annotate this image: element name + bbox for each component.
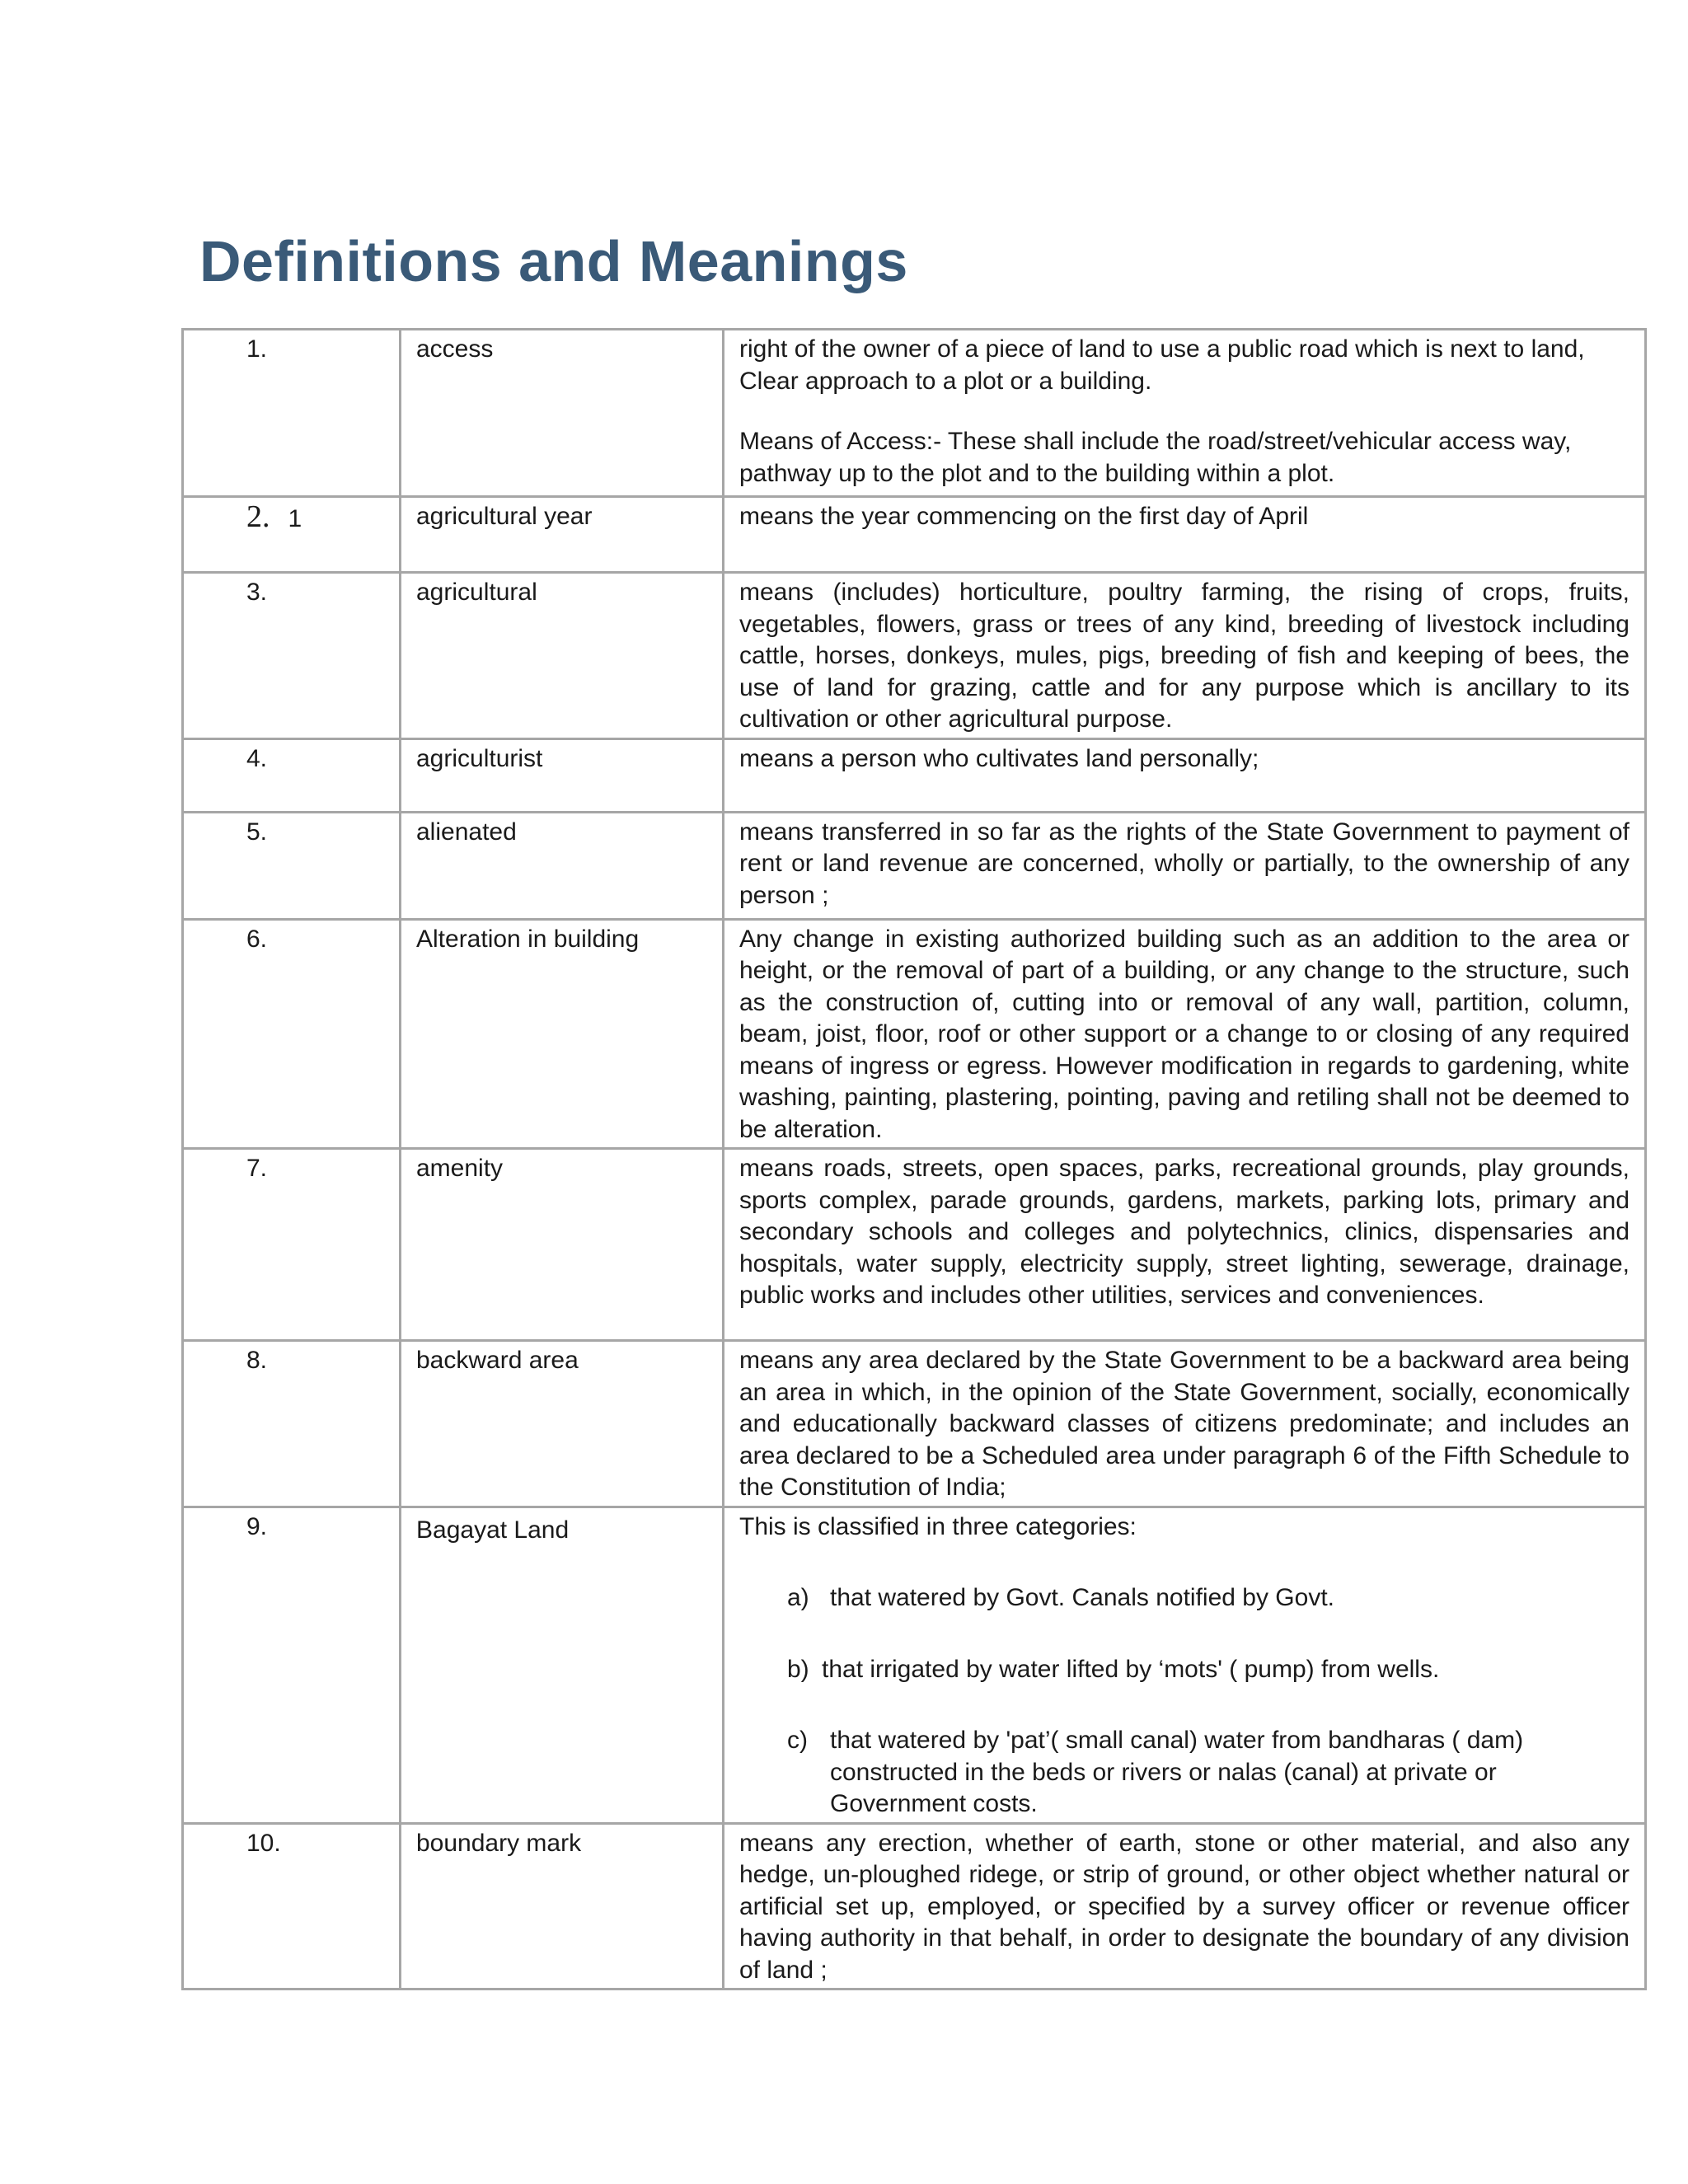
row-definition: means the year commencing on the first day of April <box>724 497 1646 573</box>
list-marker: a) <box>787 1584 809 1611</box>
row-definition: means any erection, whether of earth, stone or other material, and also any hedge, un-ploughed ridege, or strip of ground, or other object whether natural or artificial set up, employed, or specified by a survey officer or revenue officer having authority in that behalf, in order to designate the boundary of any division of land ; <box>724 1823 1646 1990</box>
list-item <box>739 1725 1629 1821</box>
list-marker: b) <box>787 1655 809 1683</box>
row-definition: Any change in existing authorized building such as an addition to the area or height, or the removal of part of a building, or any change to the structure, such as the construction of, cutting into or removal of any wall, partition, column, beam, joist, floor, roof or other support or a change to or closing of any required means of ingress or egress. However modification in regards to gardening, white washing, painting, plastering, pointing, paving and retiling shall not be deemed to be alteration. <box>724 919 1646 1149</box>
row-term: agriculturist <box>401 738 724 812</box>
row-term: Bagayat Land <box>401 1507 724 1823</box>
row-number: 10. <box>183 1823 401 1990</box>
table-row <box>183 1341 1646 1507</box>
row-number: 3. <box>183 573 401 739</box>
definition-paragraph: right of the owner of a piece of land to use a public road which is next to land, Clear approach to a plot or a building. <box>739 335 1585 395</box>
row-term: agricultural year <box>401 497 724 573</box>
row-number: 5. <box>183 812 401 919</box>
table-row <box>183 738 1646 812</box>
row-number: 6. <box>183 919 401 1149</box>
row-definition <box>724 330 1646 497</box>
table-row <box>183 573 1646 739</box>
row-number: 4. <box>183 738 401 812</box>
table-row <box>183 330 1646 497</box>
definitions-table <box>181 328 1647 1990</box>
row-definition: means any area declared by the State Government to be a backward area being an area in which, in the opinion of the State Government, socially, economically and educationally backward classes of citizens predominate; and includes an area declared to be a Scheduled area under paragraph 6 of the Fifth Schedule to the Constitution of India; <box>724 1341 1646 1507</box>
row-term: Alteration in building <box>401 919 724 1149</box>
table-row <box>183 497 1646 573</box>
list-item-text: that watered by 'pat’( small canal) water from bandharas ( dam) constructed in the beds or rivers or nalas (canal) at private or Government costs. <box>830 1727 1524 1817</box>
row-term: backward area <box>401 1341 724 1507</box>
list-item <box>739 1654 1629 1686</box>
row-term: access <box>401 330 724 497</box>
row-term: alienated <box>401 812 724 919</box>
table-row <box>183 1823 1646 1990</box>
list-item-text: that watered by Govt. Canals notified by Govt. <box>830 1584 1334 1611</box>
table-row <box>183 919 1646 1149</box>
definition-intro: This is classified in three categories: <box>739 1512 1137 1540</box>
list-item-text: that irrigated by water lifted by ‘mots' ( pump) from wells. <box>822 1655 1440 1683</box>
row-term: amenity <box>401 1149 724 1341</box>
table-row <box>183 1149 1646 1341</box>
row-number-sub: 1 <box>288 505 302 532</box>
row-definition: means roads, streets, open spaces, parks, recreational grounds, play grounds, sports complex, parade grounds, gardens, markets, parking lots, primary and secondary schools and colleges and polytechnics, clinics, dispensaries and hospitals, water supply, electricity supply, street lighting, sewerage, drainage, public works and includes other utilities, services and conveniences. <box>724 1149 1646 1341</box>
row-number <box>183 497 401 573</box>
table-row <box>183 1507 1646 1823</box>
row-definition: means (includes) horticulture, poultry farming, the rising of crops, fruits, vegetables, flowers, grass or trees of any kind, breeding of livestock including cattle, horses, donkeys, mules, pigs, breeding of fish and keeping of bees, the use of land for grazing, cattle and for any purpose which is ancillary to its cultivation or other agricultural purpose. <box>724 573 1646 739</box>
definition-paragraph: Means of Access:- These shall include the road/street/vehicular access way, pathway up to the plot and to the building within a plot. <box>739 428 1572 487</box>
row-definition: means a person who cultivates land personally; <box>724 738 1646 812</box>
row-number: 9. <box>183 1507 401 1823</box>
row-term: boundary mark <box>401 1823 724 1990</box>
list-item <box>739 1582 1629 1615</box>
row-number: 8. <box>183 1341 401 1507</box>
row-number: 7. <box>183 1149 401 1341</box>
page-title: Definitions and Meanings <box>199 229 908 293</box>
row-definition: means transferred in so far as the rights of the State Government to payment of rent or land revenue are concerned, wholly or partially, to the ownership of any person ; <box>724 812 1646 919</box>
row-number-main: 2. <box>246 499 270 534</box>
list-marker: c) <box>787 1727 808 1754</box>
row-number: 1. <box>183 330 401 497</box>
table-row <box>183 812 1646 919</box>
row-definition <box>724 1507 1646 1823</box>
row-term: agricultural <box>401 573 724 739</box>
